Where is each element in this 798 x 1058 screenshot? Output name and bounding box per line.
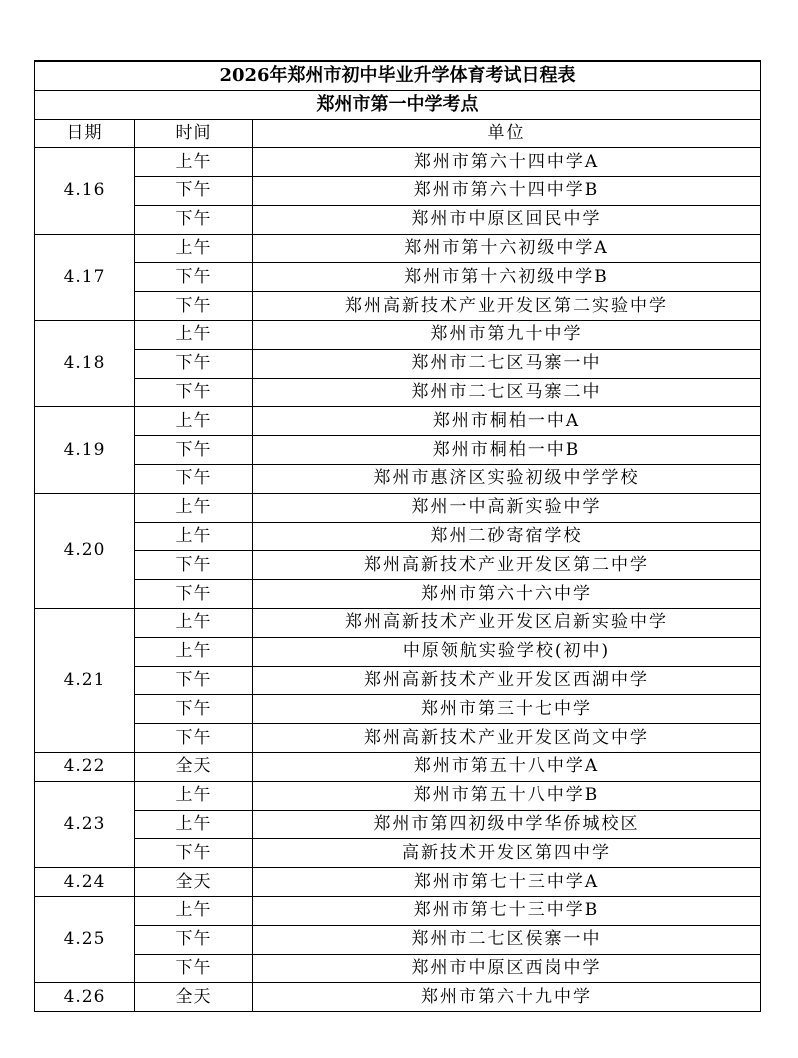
table-row bbox=[35, 378, 761, 407]
unit-cell: 郑州高新技术产业开发区第二中学 bbox=[253, 551, 761, 580]
unit-cell: 郑州高新技术产业开发区尚文中学 bbox=[253, 724, 761, 753]
date-cell: 4.21 bbox=[35, 609, 135, 753]
date-cell: 4.22 bbox=[35, 753, 135, 782]
unit-cell: 高新技术开发区第四中学 bbox=[253, 839, 761, 868]
time-cell: 上午 bbox=[135, 637, 253, 666]
header-time: 时间 bbox=[135, 119, 253, 148]
table-row bbox=[35, 436, 761, 465]
time-cell: 上午 bbox=[135, 321, 253, 350]
unit-cell: 郑州市第六十四中学A bbox=[253, 148, 761, 177]
schedule-table bbox=[34, 60, 761, 1012]
time-cell: 上午 bbox=[135, 234, 253, 263]
time-cell: 下午 bbox=[135, 177, 253, 206]
table-row bbox=[35, 205, 761, 234]
unit-cell: 郑州市桐柏一中B bbox=[253, 436, 761, 465]
table-row bbox=[35, 522, 761, 551]
time-cell: 下午 bbox=[135, 465, 253, 494]
date-cell: 4.24 bbox=[35, 868, 135, 897]
table-row bbox=[35, 810, 761, 839]
time-cell: 全天 bbox=[135, 753, 253, 782]
time-cell: 下午 bbox=[135, 378, 253, 407]
time-cell: 上午 bbox=[135, 407, 253, 436]
time-cell: 全天 bbox=[135, 868, 253, 897]
table-row bbox=[35, 954, 761, 983]
unit-cell: 中原领航实验学校(初中) bbox=[253, 637, 761, 666]
table-row bbox=[35, 839, 761, 868]
time-cell: 上午 bbox=[135, 897, 253, 926]
time-cell: 下午 bbox=[135, 551, 253, 580]
header-date: 日期 bbox=[35, 119, 135, 148]
table-row bbox=[35, 493, 761, 522]
unit-cell: 郑州市第十六初级中学A bbox=[253, 234, 761, 263]
table-row bbox=[35, 148, 761, 177]
date-cell: 4.25 bbox=[35, 897, 135, 983]
unit-cell: 郑州市第七十三中学B bbox=[253, 897, 761, 926]
table-row bbox=[35, 695, 761, 724]
unit-cell: 郑州高新技术产业开发区启新实验中学 bbox=[253, 609, 761, 638]
unit-cell: 郑州市第六十六中学 bbox=[253, 580, 761, 609]
table-row bbox=[35, 897, 761, 926]
date-cell: 4.18 bbox=[35, 321, 135, 407]
table-row bbox=[35, 234, 761, 263]
date-cell: 4.16 bbox=[35, 148, 135, 234]
unit-cell: 郑州市第五十八中学A bbox=[253, 753, 761, 782]
time-cell: 上午 bbox=[135, 781, 253, 810]
unit-cell: 郑州市第九十中学 bbox=[253, 321, 761, 350]
time-cell: 下午 bbox=[135, 954, 253, 983]
time-cell: 全天 bbox=[135, 983, 253, 1012]
table-row bbox=[35, 609, 761, 638]
unit-cell: 郑州市二七区马寨二中 bbox=[253, 378, 761, 407]
unit-cell: 郑州市第七十三中学A bbox=[253, 868, 761, 897]
table-row bbox=[35, 580, 761, 609]
time-cell: 下午 bbox=[135, 436, 253, 465]
time-cell: 下午 bbox=[135, 839, 253, 868]
unit-cell: 郑州高新技术产业开发区第二实验中学 bbox=[253, 292, 761, 321]
time-cell: 下午 bbox=[135, 263, 253, 292]
table-row bbox=[35, 637, 761, 666]
time-cell: 下午 bbox=[135, 205, 253, 234]
time-cell: 上午 bbox=[135, 609, 253, 638]
table-row bbox=[35, 349, 761, 378]
schedule-body bbox=[35, 148, 761, 1012]
time-cell: 上午 bbox=[135, 493, 253, 522]
time-cell: 下午 bbox=[135, 349, 253, 378]
unit-cell: 郑州市第五十八中学B bbox=[253, 781, 761, 810]
unit-cell: 郑州市桐柏一中A bbox=[253, 407, 761, 436]
unit-cell: 郑州市第四初级中学华侨城校区 bbox=[253, 810, 761, 839]
time-cell: 下午 bbox=[135, 666, 253, 695]
unit-cell: 郑州市第六十九中学 bbox=[253, 983, 761, 1012]
venue-subtitle: 郑州市第一中学考点 bbox=[35, 90, 761, 119]
table-row bbox=[35, 724, 761, 753]
time-cell: 下午 bbox=[135, 695, 253, 724]
header-unit: 单位 bbox=[253, 119, 761, 148]
unit-cell: 郑州市惠济区实验初级中学学校 bbox=[253, 465, 761, 494]
table-row bbox=[35, 781, 761, 810]
unit-cell: 郑州一中高新实验中学 bbox=[253, 493, 761, 522]
table-row bbox=[35, 407, 761, 436]
unit-cell: 郑州市二七区马寨一中 bbox=[253, 349, 761, 378]
unit-cell: 郑州市二七区侯寨一中 bbox=[253, 925, 761, 954]
date-cell: 4.23 bbox=[35, 781, 135, 867]
time-cell: 下午 bbox=[135, 580, 253, 609]
date-cell: 4.26 bbox=[35, 983, 135, 1012]
date-cell: 4.19 bbox=[35, 407, 135, 493]
time-cell: 上午 bbox=[135, 148, 253, 177]
date-cell: 4.20 bbox=[35, 493, 135, 608]
table-row bbox=[35, 292, 761, 321]
date-cell: 4.17 bbox=[35, 234, 135, 320]
table-row bbox=[35, 868, 761, 897]
unit-cell: 郑州高新技术产业开发区西湖中学 bbox=[253, 666, 761, 695]
table-row bbox=[35, 263, 761, 292]
time-cell: 下午 bbox=[135, 292, 253, 321]
time-cell: 上午 bbox=[135, 810, 253, 839]
header-row bbox=[35, 119, 761, 148]
table-row bbox=[35, 321, 761, 350]
time-cell: 下午 bbox=[135, 724, 253, 753]
table-row bbox=[35, 753, 761, 782]
unit-cell: 郑州市第三十七中学 bbox=[253, 695, 761, 724]
unit-cell: 郑州市中原区回民中学 bbox=[253, 205, 761, 234]
table-row bbox=[35, 925, 761, 954]
page-title: 2026年郑州市初中毕业升学体育考试日程表 bbox=[35, 61, 761, 90]
unit-cell: 郑州二砂寄宿学校 bbox=[253, 522, 761, 551]
table-row bbox=[35, 983, 761, 1012]
table-row bbox=[35, 551, 761, 580]
unit-cell: 郑州市第六十四中学B bbox=[253, 177, 761, 206]
table-row bbox=[35, 177, 761, 206]
time-cell: 上午 bbox=[135, 522, 253, 551]
unit-cell: 郑州市中原区西岗中学 bbox=[253, 954, 761, 983]
table-row bbox=[35, 465, 761, 494]
time-cell: 下午 bbox=[135, 925, 253, 954]
unit-cell: 郑州市第十六初级中学B bbox=[253, 263, 761, 292]
table-row bbox=[35, 666, 761, 695]
